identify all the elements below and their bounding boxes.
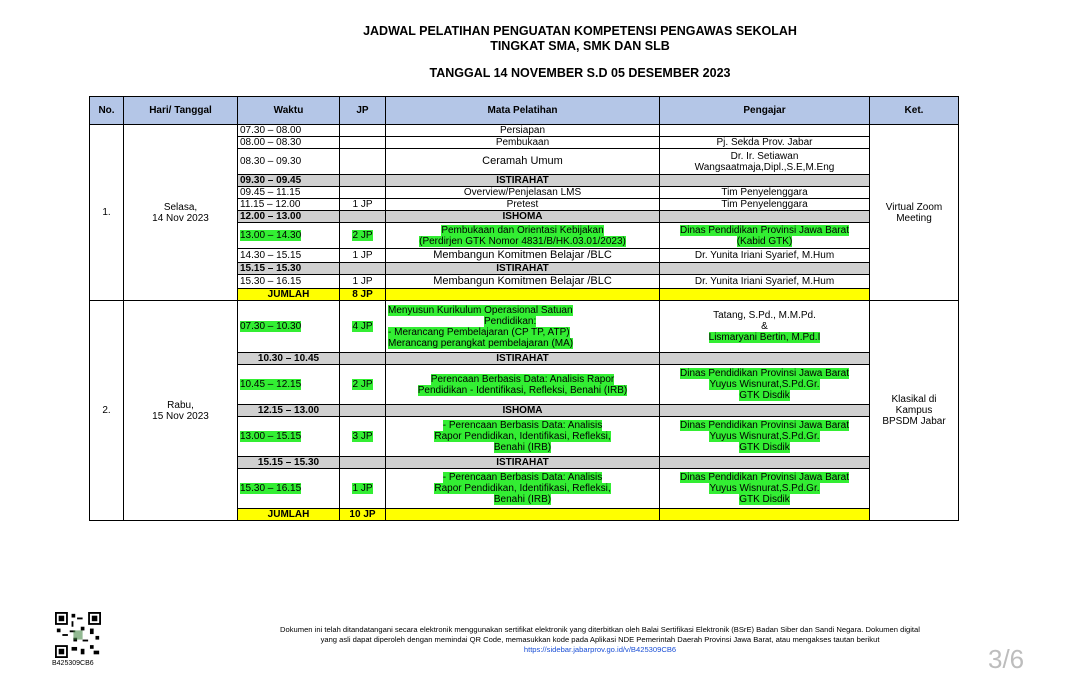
jp: [340, 187, 386, 199]
pengajar-line: Yuyus Wisnurat,S.Pd.Gr.: [709, 379, 820, 390]
document-code: B425309CB6: [52, 660, 94, 667]
pengajar: [660, 125, 870, 137]
mata-line: - Merancang Pembelajaran (CP TP, ATP): [388, 326, 570, 338]
mata: [386, 469, 660, 509]
pengajar-line: Dinas Pendidikan Provinsi Jawa Barat: [680, 224, 849, 236]
col-jp: JP: [340, 97, 386, 125]
waktu: 09.45 – 11.15: [238, 187, 340, 199]
jp: 1 JP: [340, 199, 386, 211]
mata: Persiapan: [386, 125, 660, 137]
mata: Pembukaan: [386, 137, 660, 149]
waktu: 10.45 – 12.15: [238, 365, 340, 405]
day1-date-cell: [124, 125, 238, 301]
col-ket: Ket.: [870, 97, 959, 125]
mata-line: - Perencaan Berbasis Data: Analisis: [442, 420, 603, 431]
mata: Pretest: [386, 199, 660, 211]
mata: ISTIRAHAT: [386, 353, 660, 365]
pengajar-line: GTK Disdik: [739, 390, 790, 401]
pengajar: [660, 417, 870, 457]
mata: ISHOMA: [386, 211, 660, 223]
mata: [386, 223, 660, 249]
title-line-1: JADWAL PELATIHAN PENGUATAN KOMPETENSI PENGAWAS SEKOLAH: [363, 24, 797, 38]
pengajar: [660, 365, 870, 405]
jp: [340, 137, 386, 149]
pengajar-line: Yuyus Wisnurat,S.Pd.Gr.: [709, 483, 820, 494]
verification-link[interactable]: https://sidebar.jabarprov.go.id/v/B425309CB6: [523, 645, 677, 654]
waktu: 07.30 – 10.30: [238, 301, 340, 353]
mata: [386, 301, 660, 353]
mata-line: Menyusun Kurikulum Operasional Satuan: [388, 304, 573, 316]
pengajar-line: Dinas Pendidikan Provinsi Jawa Barat: [680, 472, 849, 483]
mata: Membangun Komitmen Belajar /BLC: [386, 249, 660, 263]
pengajar: Tim Penyelenggara: [660, 199, 870, 211]
pengajar-line: Dinas Pendidikan Provinsi Jawa Barat: [680, 368, 849, 379]
mata: [386, 365, 660, 405]
waktu: 15.15 – 15.30: [238, 457, 340, 469]
pengajar: [660, 469, 870, 509]
pengajar: Tim Penyelenggara: [660, 187, 870, 199]
mata-line: Merancang perangkat pembelajaran (MA): [388, 337, 574, 349]
page-number: 3/6: [988, 644, 1025, 674]
pengajar-line: Yuyus Wisnurat,S.Pd.Gr.: [709, 431, 820, 442]
table-header-row: [90, 97, 959, 125]
jp: 1 JP: [340, 249, 386, 263]
day2-ket-line: BPSDM Jabar: [882, 416, 946, 427]
pengajar-line: GTK Disdik: [739, 494, 790, 505]
mata-line: Pendidikan - Identifikasi, Refleksi, Benahi (IRB): [417, 384, 628, 396]
pengajar: Pj. Sekda Prov. Jabar: [660, 137, 870, 149]
day2-ket-line: Klasikal di Kampus: [891, 394, 937, 416]
col-mata: Mata Pelatihan: [386, 97, 660, 125]
day2-no: 2.: [90, 301, 124, 521]
total-jp: 10 JP: [340, 509, 386, 521]
pengajar-line: Tatang, S.Pd., M.M.Pd.: [713, 310, 816, 321]
signature-notice: [205, 625, 995, 655]
qr-code-icon: [55, 612, 101, 658]
jp: [340, 125, 386, 137]
pengajar: [660, 301, 870, 353]
schedule-table: [89, 96, 959, 521]
notice-line-1: Dokumen ini telah ditandatangani secara elektronik menggunakan sertifikat elektronik yang diterbitkan oleh Balai Sertifikasi Elektronik (BSrE) Badan Siber dan Sandi Negara. Dokumen digital: [280, 625, 920, 634]
jp: 2 JP: [340, 365, 386, 405]
waktu: 13.00 – 14.30: [238, 223, 340, 249]
title-line-3: TANGGAL 14 NOVEMBER S.D 05 DESEMBER 2023: [429, 66, 731, 80]
mata: ISTIRAHAT: [386, 457, 660, 469]
jp: 2 JP: [340, 223, 386, 249]
waktu: 12.15 – 13.00: [238, 405, 340, 417]
mata: Ceramah Umum: [386, 149, 660, 175]
day1-day: Selasa,: [163, 201, 198, 213]
waktu: 13.00 – 15.15: [238, 417, 340, 457]
mata-line: Benahi (IRB): [493, 442, 552, 453]
pengajar: Dr. Yunita Iriani Syarief, M.Hum: [660, 275, 870, 289]
mata: ISHOMA: [386, 405, 660, 417]
pengajar: [660, 149, 870, 175]
col-pengajar: Pengajar: [660, 97, 870, 125]
pengajar-line: (Kabid GTK): [736, 235, 793, 247]
col-hari: Hari/ Tanggal: [124, 97, 238, 125]
mata: ISTIRAHAT: [386, 263, 660, 275]
mata-line: Benahi (IRB): [493, 494, 552, 505]
day1-ket: Virtual Zoom Meeting: [870, 125, 959, 301]
waktu: 07.30 – 08.00: [238, 125, 340, 137]
mata-line: - Perencaan Berbasis Data: Analisis: [442, 472, 603, 483]
total-label: JUMLAH: [238, 509, 340, 521]
total-jp: 8 JP: [340, 289, 386, 301]
pengajar-line: &: [761, 321, 768, 332]
pengajar: [660, 223, 870, 249]
jp: 1 JP: [340, 275, 386, 289]
total-label: JUMLAH: [238, 289, 340, 301]
waktu: 15.15 – 15.30: [238, 263, 340, 275]
jp: 4 JP: [340, 301, 386, 353]
mata: Overview/Penjelasan LMS: [386, 187, 660, 199]
day2-date-cell: [124, 301, 238, 521]
mata: ISTIRAHAT: [386, 175, 660, 187]
mata: Membangun Komitmen Belajar /BLC: [386, 275, 660, 289]
pengajar-line: Wangsaatmaja,Dipl.,S.E,M.Eng: [694, 161, 835, 173]
title-line-2: TINGKAT SMA, SMK DAN SLB: [490, 39, 670, 53]
pengajar: Dr. Yunita Iriani Syarief, M.Hum: [660, 249, 870, 263]
col-waktu: Waktu: [238, 97, 340, 125]
pengajar-line: Lismaryani Bertin, M.Pd.I: [708, 332, 821, 343]
waktu: 10.30 – 10.45: [238, 353, 340, 365]
mata-line: Rapor Pendidikan, Identifikasi, Refleksi,: [434, 431, 611, 442]
day2-day: Rabu,: [167, 399, 194, 411]
waktu: 12.00 – 13.00: [238, 211, 340, 223]
waktu: 11.15 – 12.00: [238, 199, 340, 211]
day2-ket: [870, 301, 959, 521]
jp: 3 JP: [340, 417, 386, 457]
waktu: 14.30 – 15.15: [238, 249, 340, 263]
mata-line: (Perdirjen GTK Nomor 4831/B/HK.03.01/2023): [419, 235, 626, 247]
waktu: 08.30 – 09.30: [238, 149, 340, 175]
day2-date: 15 Nov 2023: [152, 410, 209, 422]
mata-line: Perencaan Berbasis Data: Analisis Rapor: [430, 373, 615, 385]
table-row: [90, 301, 959, 353]
jp: 1 JP: [340, 469, 386, 509]
table-row: [90, 125, 959, 137]
pengajar-line: Dr. Ir. Setiawan: [730, 150, 799, 162]
jp: [340, 149, 386, 175]
day1-date: 14 Nov 2023: [152, 212, 209, 224]
waktu: 15.30 – 16.15: [238, 469, 340, 509]
waktu: 15.30 – 16.15: [238, 275, 340, 289]
mata-line: Pembukaan dan Orientasi Kebijakan: [441, 224, 604, 236]
day1-no: 1.: [90, 125, 124, 301]
pengajar-line: Dinas Pendidikan Provinsi Jawa Barat: [680, 420, 849, 431]
mata-line: Pendidikan:: [484, 315, 537, 327]
notice-line-2: yang asli dapat diperoleh dengan memindai QR Code, memasukkan kode pada Aplikasi NDE Pemerintah Daerah Provinsi Jawa Barat, atau mengakses tautan berikut: [320, 635, 880, 644]
mata: [386, 417, 660, 457]
mata-line: Rapor Pendidikan, Identifikasi, Refleksi,: [434, 483, 611, 494]
document-title: [0, 24, 1080, 81]
waktu: 08.00 – 08.30: [238, 137, 340, 149]
waktu: 09.30 – 09.45: [238, 175, 340, 187]
pengajar-line: GTK Disdik: [739, 442, 790, 453]
col-no: No.: [90, 97, 124, 125]
